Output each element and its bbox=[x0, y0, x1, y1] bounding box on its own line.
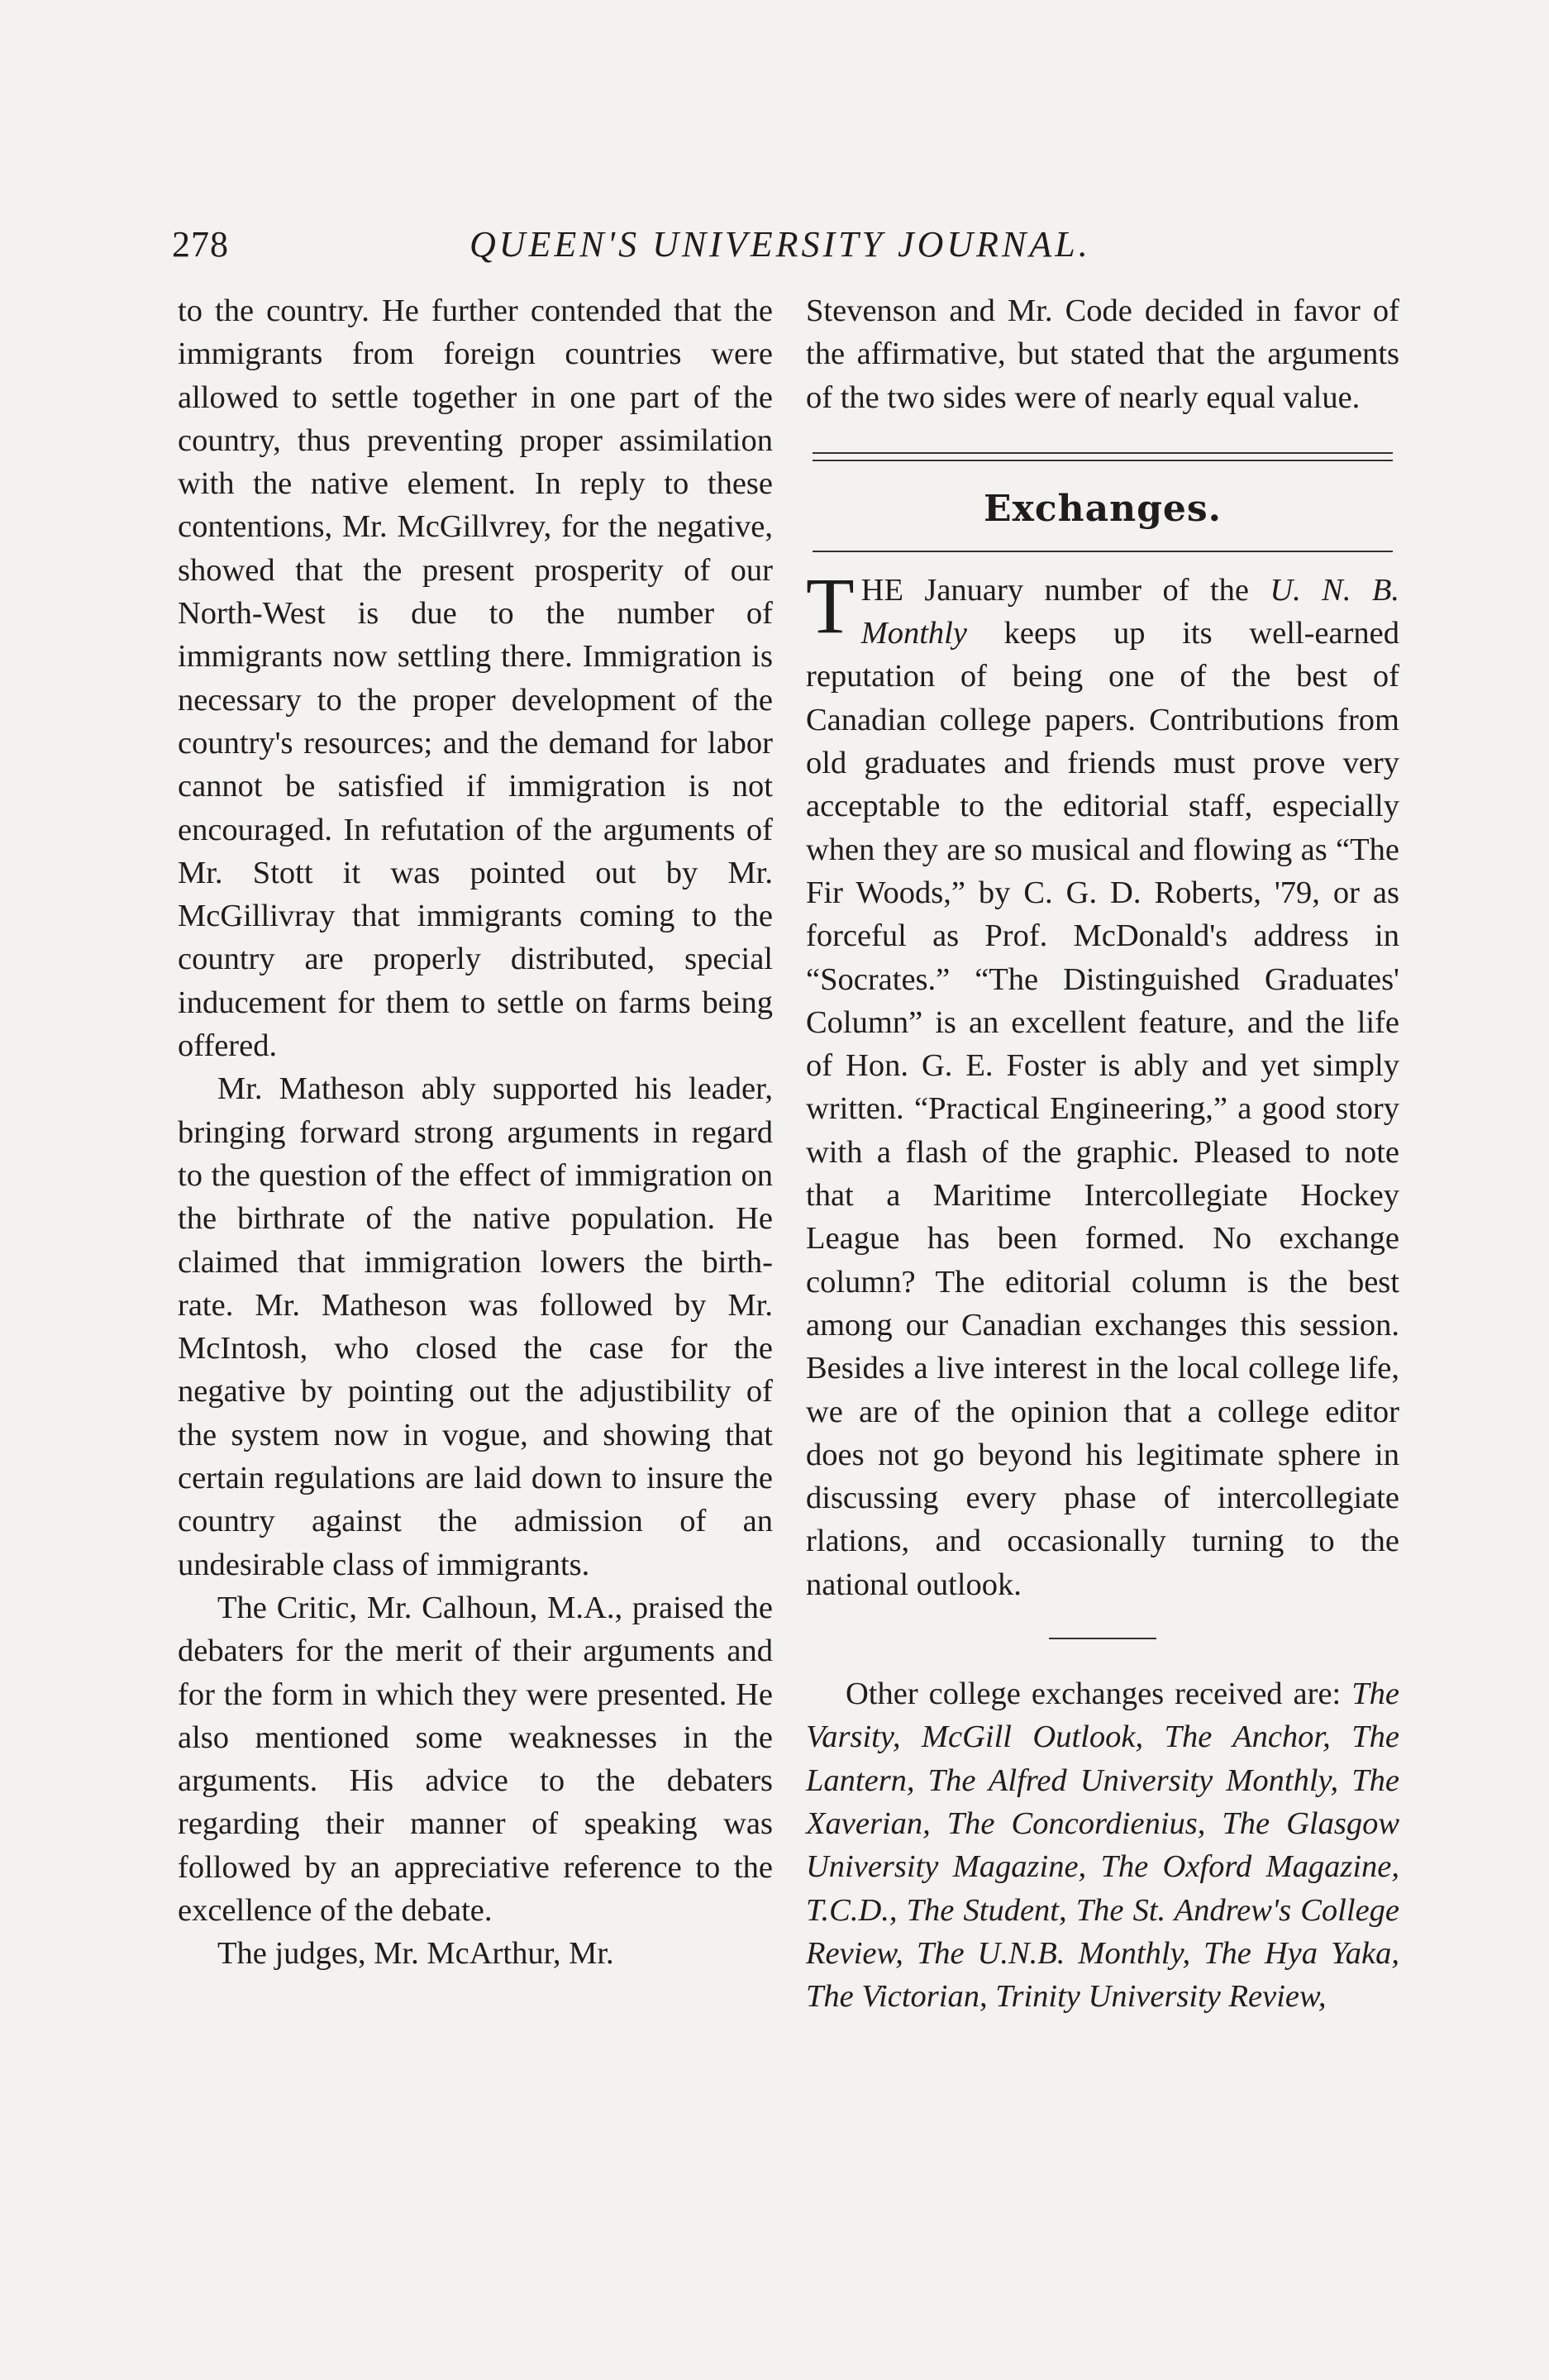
exchanges-paragraph bbox=[806, 560, 1400, 1606]
paragraph-lead: HE January number of the bbox=[860, 572, 1270, 608]
page-number: 278 bbox=[172, 224, 229, 265]
drop-cap: T bbox=[806, 560, 855, 650]
paragraph: Stevenson and Mr. Code decided in favor of the affirmative, but stated that the arguments of the two sides were of nearly equal value. bbox=[806, 293, 1399, 415]
list-lead: Other college exchanges received are: bbox=[846, 1676, 1352, 1712]
section-title: Exchanges. bbox=[984, 487, 1222, 530]
paragraph: The Critic, Mr. Calhoun, M.A., praised the debaters for the merit of their arguments and for the form in which they were presented. He also mentioned some weaknesses in the arguments. His advice to the debaters regarding their manner of speaking was followed by an appreciative reference to the excellence of the debate. bbox=[178, 1590, 773, 1928]
paragraph: to the country. He further contended that the immigrants from foreign countries were allowed to settle together in one part of the country, thus preventing proper assimilation with the native element. In reply to these contentions, Mr. McGillvrey, for the negative, showed that the present prosperity of our North-West is due to the number of immigrants now settling there. Immigration is necessary to the proper development of the country's resources; and the demand for labor cannot be satisfied if immigration is not encouraged. In refutation of the arguments of Mr. Stott it was pointed out by Mr. McGillivray that immigrants coming to the country are properly distributed, special inducement for them to settle on farms being offered. bbox=[178, 293, 773, 1064]
right-column bbox=[806, 289, 1399, 2018]
short-divider bbox=[1049, 1638, 1156, 1639]
exchanges-list-paragraph bbox=[806, 1672, 1399, 2018]
journal-title: QUEEN'S UNIVERSITY JOURNAL. bbox=[469, 224, 1091, 265]
title-underline bbox=[813, 551, 1393, 552]
page-header bbox=[172, 223, 1395, 281]
publication-name: U. N. B. Monthly bbox=[860, 572, 1400, 651]
paragraph: The judges, Mr. McArthur, Mr. bbox=[217, 1936, 614, 1972]
paragraph: Mr. Matheson ably supported his leader, bringing forward strong arguments in regard to the question of the effect of immigration on the birthrate of the native population. He claimed that immigration lowers the birth-rate. Mr. Matheson was followed by Mr. McIntosh, who closed the case for the negative by pointing out the adjustibility of the system now in vogue, and showing that certain regulations are laid down to insure the country against the admission of an undesirable class of immigrants. bbox=[178, 1071, 773, 1582]
exchange-list: The Varsity, McGill Outlook, The Anchor, The Lantern, The Alfred University Monthly, The Xaverian, The Concordienius, The Glasgow University Magazine, The Oxford Magazine, T.C.D., The Student, The St. Andrew's College Review, The U.N.B. Monthly, The Hya Yaka, The Victorian, Trinity University Review, bbox=[806, 1676, 1399, 2015]
section-divider bbox=[813, 452, 1393, 461]
left-column bbox=[178, 289, 773, 1976]
paragraph-text: keeps up its well-earned reputation of being one of the best of Canadian college papers. Contributions from old graduates and friends must prove very acceptable to the editorial staff, especially when they are so musical and flowing as “The Fir Woods,” by C. G. D. Roberts, '79, or as forceful as Prof. McDonald's address in “Socrates.” “The Distinguished Graduates' Column” is an excellent feature, and the life of Hon. G. E. Foster is ably and yet simply written. “Practical Engineering,” a good story with a flash of the graphic. Pleased to note that a Maritime Intercollegiate Hockey League has been formed. No exchange column? The editorial column is the best among our Canadian exchanges this session. Besides a live interest in the local college life, we are of the opinion that a college editor does not go beyond his legitimate sphere in discussing every phase of intercollegiate rlations, and occasionally turning to the national outlook. bbox=[806, 616, 1399, 1602]
